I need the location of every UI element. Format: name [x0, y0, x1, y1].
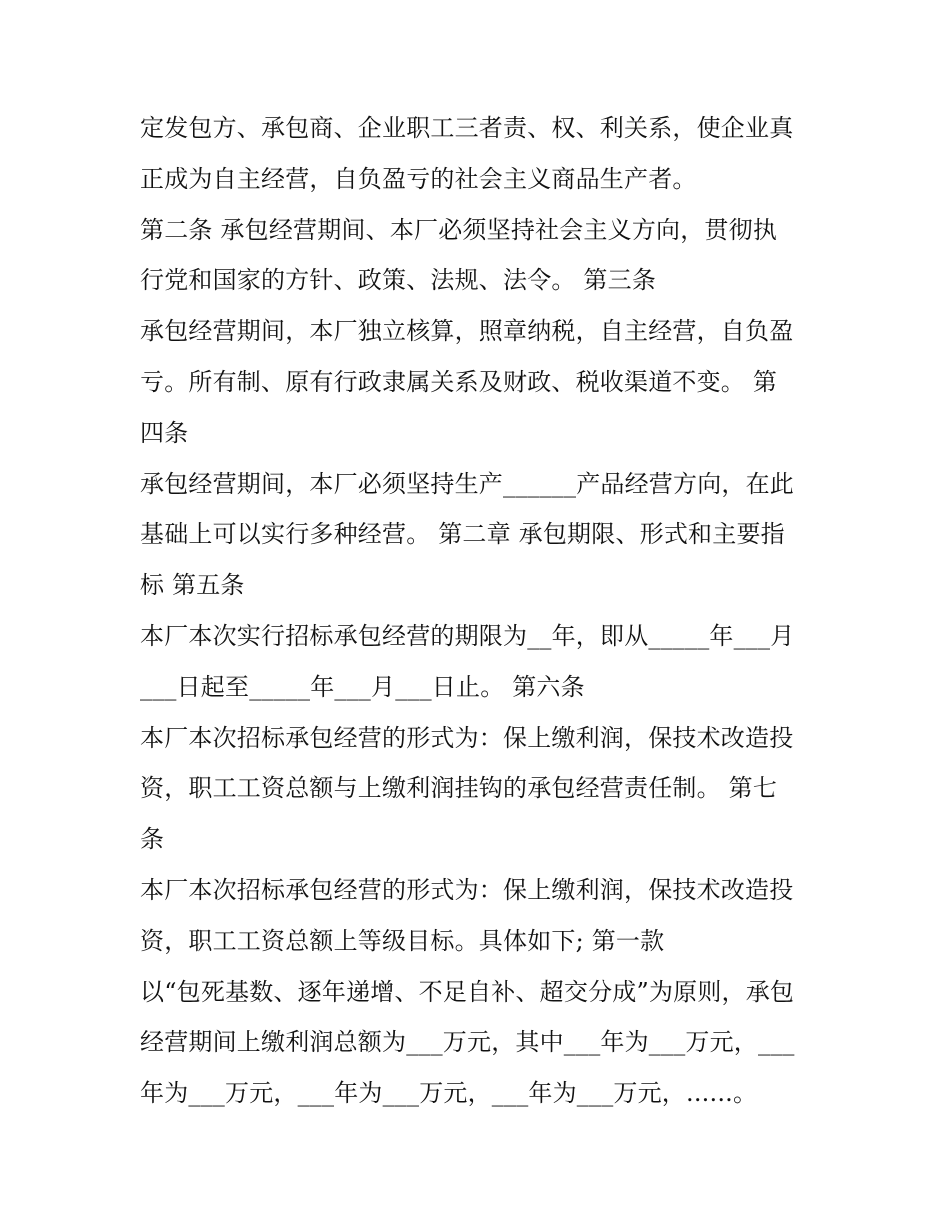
text-line-15: 条: [140, 825, 165, 854]
document-body: [140, 103, 820, 1119]
text-line-11: 本厂本次实行招标承包经营的期限为__年，即从_____年___月: [140, 621, 795, 650]
text-line-19: 经营期间上缴利润总额为___万元，其中___年为___万元，___: [140, 1028, 795, 1057]
text-line-7: 四条: [140, 418, 189, 447]
text-line-20: 年为___万元，___年为___万元，___年为___万元，......。: [140, 1079, 758, 1108]
text-line-5: 承包经营期间，本厂独立核算，照章纳税，自主经营，自负盈: [140, 317, 794, 346]
text-line-17: 资，职工工资总额上等级目标。具体如下; 第一款: [140, 926, 665, 955]
text-line-6: 亏。所有制、原有行政隶属关系及财政、税收渠道不变。 第: [140, 367, 778, 396]
text-line-4: 行党和国家的方针、政策、法规、法令。 第三条: [140, 266, 657, 295]
text-line-14: 资，职工工资总额与上缴利润挂钩的承包经营责任制。 第七: [140, 774, 778, 803]
text-line-12: ___日起至_____年___月___日止。 第六条: [140, 672, 585, 701]
text-line-2: 正成为自主经营，自负盈亏的社会主义商品生产者。: [140, 164, 697, 193]
text-line-8: 承包经营期间，本厂必须坚持生产______产品经营方向，在此: [140, 469, 794, 498]
text-line-18: 以“包死基数、逐年递增、不足自补、超交分成”为原则，承包: [140, 977, 795, 1006]
text-line-9: 基础上可以实行多种经营。 第二章 承包期限、形式和主要指: [140, 520, 785, 549]
text-line-13: 本厂本次招标承包经营的形式为：保上缴利润，保技术改造投: [140, 723, 794, 752]
text-line-10: 标 第五条: [140, 571, 245, 600]
text-line-1: 定发包方、承包商、企业职工三者责、权、利关系，使企业真: [140, 114, 794, 142]
text-line-16: 本厂本次招标承包经营的形式为：保上缴利润，保技术改造投: [140, 875, 794, 904]
text-line-3: 第二条 承包经营期间、本厂必须坚持社会主义方向，贯彻执: [140, 215, 778, 244]
